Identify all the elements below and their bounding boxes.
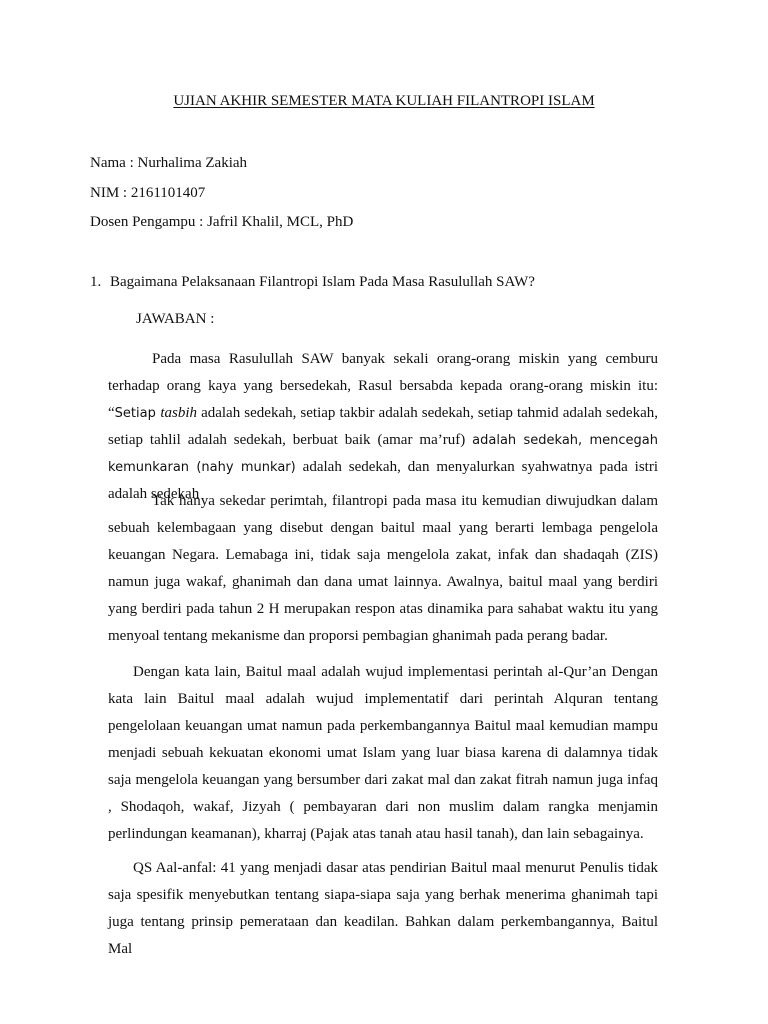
- student-name: Nama : Nurhalima Zakiah: [90, 155, 248, 171]
- student-nim: NIM : 2161101407: [90, 185, 206, 201]
- p1-part-a: Pada masa Rasulullah SAW banyak sekali orang-orang miskin yang cemburu terhadap orang kaya yang bersedekah, Rasul bersabda kepada orang-orang miskin itu: “: [108, 351, 658, 421]
- answer-paragraph-2: Tak hanya sekedar perimtah, filantropi pada masa itu kemudian diwujudkan dalam sebuah kelembagaan yang disebut dengan baitul maal yang berarti lembaga pengelola keuangan Negara. Lemabaga ini, tidak saja mengelola zakat, infak dan shadaqah (ZIS) namun juga wakaf, ghanimah dan dana umat lainnya. Awalnya, baitul maal yang berdiri yang berdiri pada tahun 2 H merupakan respon atas dinamika para sahabat waktu itu yang menyoal tentang mekanisme dan proporsi pembagian ghanimah pada perang badar.: [108, 493, 658, 644]
- answer-paragraph-3: Dengan kata lain, Baitul maal adalah wujud implementasi perintah al-Qur’an Dengan kata lain Baitul maal adalah wujud implementatif dari perintah Alquran tentang pengelolaan keuangan umat namun pada perkembangannya Baitul maal kemudian mampu menjadi sebuah kekuatan ekonomi umat Islam yang luar biasa karena di dalamnya tidak saja mengelola keuangan yang bersumber dari zakat mal dan zakat fitrah namun juga infaq , Shodaqoh, wakaf, Jizyah ( pembayaran dari non muslim dalam rangka menjamin perlindungan keamanan), kharraj (Pajak atas tanah atau hasil tanah), dan lain sebagainya.: [108, 664, 658, 842]
- p1-part-e: adalah sedekah, mencegah kemunkaran (nahy munkar): [108, 433, 658, 475]
- answer-paragraph-1: [108, 346, 658, 508]
- question-text: Bagaimana Pelaksanaan Filantropi Islam Pada Masa Rasulullah SAW?: [110, 274, 535, 290]
- document-title: [0, 93, 768, 110]
- document-title-text: UJIAN AKHIR SEMESTER MATA KULIAH FILANTROPI ISLAM: [173, 93, 595, 109]
- answer-label: JAWABAN :: [136, 311, 215, 327]
- lecturer-name: Dosen Pengampu : Jafril Khalil, MCL, PhD: [90, 214, 354, 230]
- p1-tasbih: tasbih: [160, 405, 197, 421]
- p1-part-b: Setiap: [114, 406, 161, 421]
- p1-part-d: adalah sedekah, setiap takbir adalah sedekah, setiap tahmid adalah sedekah, setiap tahlil adalah sedekah, berbuat baik (amar ma’ruf): [108, 405, 658, 448]
- answer-paragraph-4: QS Aal-anfal: 41 yang menjadi dasar atas pendirian Baitul maal menurut Penulis tidak saja spesifik menyebutkan tentang siapa-siapa saja yang berhak menerima ghanimah tapi juga tentang prinsip pemerataan dan keadilan. Bahkan dalam perkembangannya, Baitul Mal: [108, 860, 658, 957]
- question-1: [90, 273, 690, 291]
- question-number: 1.: [90, 274, 102, 290]
- p1-part-f: adalah sedekah, dan menyalurkan syahwatnya pada istri adalah sedekah: [108, 459, 659, 502]
